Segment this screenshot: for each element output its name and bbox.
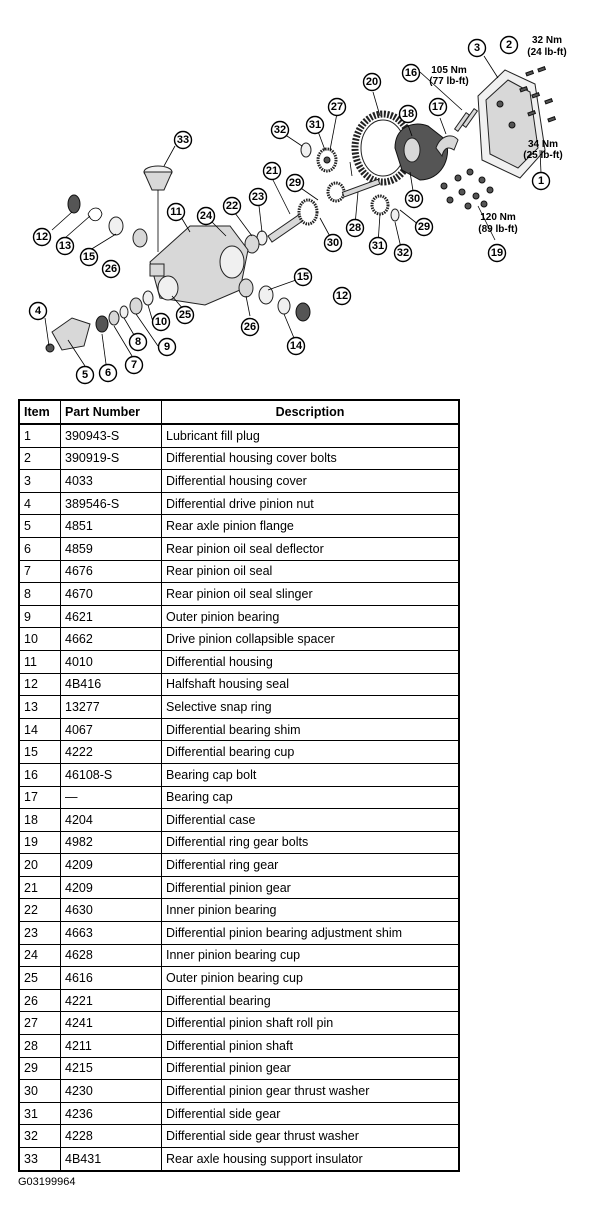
svg-text:29: 29 (417, 221, 431, 233)
cell-part-number: 389546-S (61, 492, 162, 515)
callout-19 (489, 245, 506, 262)
table-row (19, 718, 459, 741)
svg-text:4: 4 (34, 305, 42, 317)
cell-item: 17 (19, 786, 61, 809)
svg-text:12: 12 (35, 231, 49, 243)
torque-cover-bolts-lbft: (24 lb-ft) (527, 47, 567, 58)
cell-description: Outer pinion bearing cup (162, 967, 460, 990)
table-row (19, 537, 459, 560)
cell-description: Differential case (162, 809, 460, 832)
halfshaft-seal-left-drawing (68, 195, 80, 213)
table-row (19, 424, 459, 447)
cell-part-number: 4221 (61, 989, 162, 1012)
callout-26b (242, 319, 259, 336)
cell-description: Differential side gear thrust washer (162, 1125, 460, 1148)
svg-text:6: 6 (104, 367, 112, 379)
cell-item: 26 (19, 989, 61, 1012)
svg-text:30: 30 (326, 237, 340, 249)
svg-text:14: 14 (289, 340, 303, 352)
svg-text:16: 16 (404, 67, 418, 79)
table-row (19, 876, 459, 899)
cell-item: 30 (19, 1080, 61, 1103)
svg-text:11: 11 (170, 206, 182, 218)
cell-item: 29 (19, 1057, 61, 1080)
torque-cap-bolts-lbft: (77 lb-ft) (429, 76, 469, 87)
svg-text:17: 17 (431, 101, 445, 113)
cell-description: Rear axle housing support insulator (162, 1148, 460, 1171)
cell-item: 14 (19, 718, 61, 741)
torque-fill-plug-lbft: (25 lb-ft) (523, 150, 563, 161)
cell-item: 19 (19, 831, 61, 854)
svg-text:7: 7 (130, 359, 138, 371)
cell-item: 3 (19, 470, 61, 493)
svg-text:24: 24 (199, 210, 213, 222)
cell-part-number: 4670 (61, 583, 162, 606)
svg-text:1: 1 (537, 175, 545, 187)
cell-item: 7 (19, 560, 61, 583)
cell-item: 28 (19, 1035, 61, 1058)
table-row (19, 470, 459, 493)
figure-id: G03199964 (18, 1176, 76, 1188)
callout-30a (325, 235, 342, 252)
cell-description: Differential bearing (162, 989, 460, 1012)
torque-ring-gear-bolts-nm: 120 Nm (480, 212, 516, 223)
callout-5 (77, 367, 94, 384)
cell-part-number: 4209 (61, 854, 162, 877)
cell-description: Differential housing (162, 650, 460, 673)
svg-text:2: 2 (505, 39, 513, 51)
cell-part-number: 4676 (61, 560, 162, 583)
svg-text:18: 18 (401, 108, 415, 120)
pinion-gear-upper-drawing (318, 149, 336, 171)
cell-item: 9 (19, 605, 61, 628)
svg-text:27: 27 (330, 101, 344, 113)
callout-16 (403, 65, 420, 82)
table-row (19, 650, 459, 673)
bearing-right-drawing (239, 279, 253, 297)
torque-fill-plug-nm: 34 Nm (527, 139, 559, 150)
cell-part-number: 4621 (61, 605, 162, 628)
cell-description: Differential ring gear bolts (162, 831, 460, 854)
cell-part-number: 390943-S (61, 424, 162, 447)
cell-description: Rear pinion oil seal deflector (162, 537, 460, 560)
cell-part-number: 13277 (61, 696, 162, 719)
callout-13 (57, 238, 74, 255)
cell-part-number: 4616 (61, 967, 162, 990)
svg-text:30: 30 (407, 193, 421, 205)
callout-11 (168, 204, 185, 221)
svg-text:15: 15 (82, 251, 96, 263)
cell-part-number: 4B431 (61, 1148, 162, 1171)
parts-table (18, 399, 460, 1172)
table-row (19, 492, 459, 515)
bearing-cup-left-drawing (109, 217, 123, 235)
table-row (19, 967, 459, 990)
cell-description: Differential pinion gear (162, 876, 460, 899)
torque-cover-bolts-nm: 32 Nm (531, 35, 563, 46)
callout-27 (329, 99, 346, 116)
torque-cap-bolts-nm: 105 Nm (431, 65, 467, 76)
cell-part-number: 390919-S (61, 447, 162, 470)
cell-description: Differential housing cover (162, 470, 460, 493)
cell-description: Differential pinion shaft (162, 1035, 460, 1058)
bearing-left-drawing (133, 229, 147, 247)
svg-text:31: 31 (371, 240, 385, 252)
pinion-flange-drawing (46, 318, 90, 352)
cell-item: 33 (19, 1148, 61, 1171)
cell-description: Rear pinion oil seal slinger (162, 583, 460, 606)
callout-30b (406, 191, 423, 208)
cell-description: Inner pinion bearing (162, 899, 460, 922)
table-row (19, 922, 459, 945)
svg-text:5: 5 (81, 369, 89, 381)
pinion-gear-lower-drawing (372, 196, 388, 214)
collapsible-spacer-drawing (143, 291, 153, 305)
callout-22 (224, 198, 241, 215)
header-part-number: Part Number (61, 400, 162, 424)
cell-part-number: 4B416 (61, 673, 162, 696)
table-row (19, 763, 459, 786)
cell-description: Differential pinion shaft roll pin (162, 1012, 460, 1035)
table-row (19, 1102, 459, 1125)
cell-description: Selective snap ring (162, 696, 460, 719)
table-row (19, 786, 459, 809)
cell-item: 1 (19, 424, 61, 447)
svg-text:32: 32 (273, 124, 287, 136)
svg-text:29: 29 (288, 177, 302, 189)
thrust-washer-lower-drawing (391, 209, 399, 221)
cell-part-number: 4662 (61, 628, 162, 651)
callout-3 (469, 40, 486, 57)
svg-text:8: 8 (134, 336, 142, 348)
cell-description: Differential pinion gear thrust washer (162, 1080, 460, 1103)
cell-part-number: 4236 (61, 1102, 162, 1125)
callout-18 (400, 106, 417, 123)
pinion-shaft-drawing (342, 179, 379, 197)
cell-item: 5 (19, 515, 61, 538)
ring-gear-bolts-drawing (441, 169, 493, 209)
cell-description: Differential bearing shim (162, 718, 460, 741)
cell-part-number: 4851 (61, 515, 162, 538)
table-row (19, 1035, 459, 1058)
cell-item: 23 (19, 922, 61, 945)
cell-description: Differential side gear (162, 1102, 460, 1125)
cell-part-number: 4630 (61, 899, 162, 922)
svg-text:23: 23 (251, 191, 265, 203)
cell-part-number: 4211 (61, 1035, 162, 1058)
cell-item: 16 (19, 763, 61, 786)
callout-17 (430, 99, 447, 116)
cell-description: Lubricant fill plug (162, 424, 460, 447)
table-row (19, 673, 459, 696)
cell-part-number: 46108-S (61, 763, 162, 786)
svg-text:22: 22 (225, 200, 239, 212)
callout-7 (126, 357, 143, 374)
svg-text:21: 21 (265, 165, 279, 177)
cell-item: 22 (19, 899, 61, 922)
torque-ring-gear-bolts-lbft: (89 lb-ft) (478, 224, 518, 235)
cell-part-number: 4033 (61, 470, 162, 493)
cell-part-number: 4859 (61, 537, 162, 560)
callout-12b (334, 288, 351, 305)
cell-description: Outer pinion bearing (162, 605, 460, 628)
svg-text:20: 20 (365, 76, 379, 88)
table-row (19, 447, 459, 470)
svg-text:10: 10 (154, 316, 168, 328)
cell-description: Rear axle pinion flange (162, 515, 460, 538)
callout-bubbles (30, 37, 550, 384)
svg-text:32: 32 (396, 247, 410, 259)
cell-description: Differential drive pinion nut (162, 492, 460, 515)
differential-housing-drawing (150, 226, 248, 305)
table-row (19, 989, 459, 1012)
cell-part-number: 4215 (61, 1057, 162, 1080)
callout-31a (307, 117, 324, 134)
callout-14 (288, 338, 305, 355)
callout-8 (130, 334, 147, 351)
oil-seal-deflector-drawing (96, 316, 108, 332)
cell-item: 31 (19, 1102, 61, 1125)
table-row (19, 944, 459, 967)
cell-part-number: 4010 (61, 650, 162, 673)
cell-item: 27 (19, 1012, 61, 1035)
callout-23 (250, 189, 267, 206)
side-gear-drawing (328, 183, 344, 201)
snap-ring-drawing (88, 208, 102, 221)
parts-table-body (19, 424, 459, 1171)
cell-description: Bearing cap (162, 786, 460, 809)
cell-item: 20 (19, 854, 61, 877)
cell-item: 12 (19, 673, 61, 696)
callout-33 (175, 132, 192, 149)
callout-25 (177, 307, 194, 324)
callout-32a (272, 122, 289, 139)
table-row (19, 696, 459, 719)
callout-29a (287, 175, 304, 192)
cell-description: Differential pinion bearing adjustment shim (162, 922, 460, 945)
table-row (19, 1080, 459, 1103)
table-row (19, 1012, 459, 1035)
cell-item: 18 (19, 809, 61, 832)
cell-item: 25 (19, 967, 61, 990)
callout-15b (295, 269, 312, 286)
svg-text:33: 33 (176, 134, 190, 146)
cell-item: 10 (19, 628, 61, 651)
table-row (19, 1057, 459, 1080)
exploded-view-diagram (0, 0, 600, 392)
svg-text:26: 26 (104, 263, 118, 275)
cell-item: 15 (19, 741, 61, 764)
callout-6 (100, 365, 117, 382)
cell-part-number: 4228 (61, 1125, 162, 1148)
cell-part-number: 4628 (61, 944, 162, 967)
svg-text:13: 13 (58, 240, 72, 252)
callout-2 (501, 37, 518, 54)
callout-21 (264, 163, 281, 180)
cell-item: 8 (19, 583, 61, 606)
cell-description: Inner pinion bearing cup (162, 944, 460, 967)
cell-part-number: 4230 (61, 1080, 162, 1103)
table-header-row (19, 400, 459, 424)
outer-pinion-bearing-drawing (130, 298, 142, 314)
halfshaft-seal-right-drawing (296, 303, 310, 321)
cell-part-number: 4241 (61, 1012, 162, 1035)
table-row (19, 1125, 459, 1148)
cell-part-number: 4204 (61, 809, 162, 832)
cell-item: 2 (19, 447, 61, 470)
table-row (19, 899, 459, 922)
table-row (19, 560, 459, 583)
drive-pinion-drawing (268, 200, 317, 242)
callout-26a (103, 261, 120, 278)
cell-item: 13 (19, 696, 61, 719)
oil-seal-slinger-drawing (120, 306, 128, 318)
callout-4 (30, 303, 47, 320)
callout-32b (395, 245, 412, 262)
cell-description: Rear pinion oil seal (162, 560, 460, 583)
table-row (19, 515, 459, 538)
callout-15a (81, 249, 98, 266)
cell-description: Differential housing cover bolts (162, 447, 460, 470)
cell-part-number: 4982 (61, 831, 162, 854)
callout-10 (153, 314, 170, 331)
callout-28 (347, 220, 364, 237)
table-row (19, 583, 459, 606)
cell-item: 6 (19, 537, 61, 560)
header-item: Item (19, 400, 61, 424)
cell-item: 4 (19, 492, 61, 515)
svg-text:9: 9 (163, 341, 171, 353)
table-row (19, 809, 459, 832)
svg-text:26: 26 (243, 321, 257, 333)
svg-text:15: 15 (296, 271, 310, 283)
bearing-shim-drawing (278, 298, 290, 314)
cell-item: 11 (19, 650, 61, 673)
cell-description: Bearing cap bolt (162, 763, 460, 786)
table-row (19, 741, 459, 764)
cell-part-number: 4222 (61, 741, 162, 764)
cell-description: Differential bearing cup (162, 741, 460, 764)
cell-part-number: — (61, 786, 162, 809)
svg-text:28: 28 (348, 222, 362, 234)
cell-part-number: 4209 (61, 876, 162, 899)
table-row (19, 831, 459, 854)
cell-description: Drive pinion collapsible spacer (162, 628, 460, 651)
callout-9 (159, 339, 176, 356)
cell-description: Halfshaft housing seal (162, 673, 460, 696)
cell-description: Differential ring gear (162, 854, 460, 877)
callout-31b (370, 238, 387, 255)
header-description: Description (162, 400, 460, 424)
cell-item: 32 (19, 1125, 61, 1148)
cell-description: Differential pinion gear (162, 1057, 460, 1080)
svg-text:25: 25 (178, 309, 192, 321)
callout-20 (364, 74, 381, 91)
svg-text:19: 19 (490, 247, 504, 259)
svg-text:3: 3 (473, 42, 481, 54)
housing-cover-drawing (478, 70, 545, 178)
thrust-washer-upper-drawing (301, 143, 311, 157)
table-row (19, 854, 459, 877)
cell-part-number: 4067 (61, 718, 162, 741)
oil-seal-drawing (109, 311, 119, 325)
callout-12a (34, 229, 51, 246)
table-row (19, 605, 459, 628)
svg-text:31: 31 (308, 119, 322, 131)
callout-1 (533, 173, 550, 190)
callout-29b (416, 219, 433, 236)
cell-part-number: 4663 (61, 922, 162, 945)
svg-text:12: 12 (335, 290, 349, 302)
cell-item: 24 (19, 944, 61, 967)
table-row (19, 1148, 459, 1171)
cap-bolts-drawing (455, 109, 478, 132)
callout-24 (198, 208, 215, 225)
table-row (19, 628, 459, 651)
cell-item: 21 (19, 876, 61, 899)
